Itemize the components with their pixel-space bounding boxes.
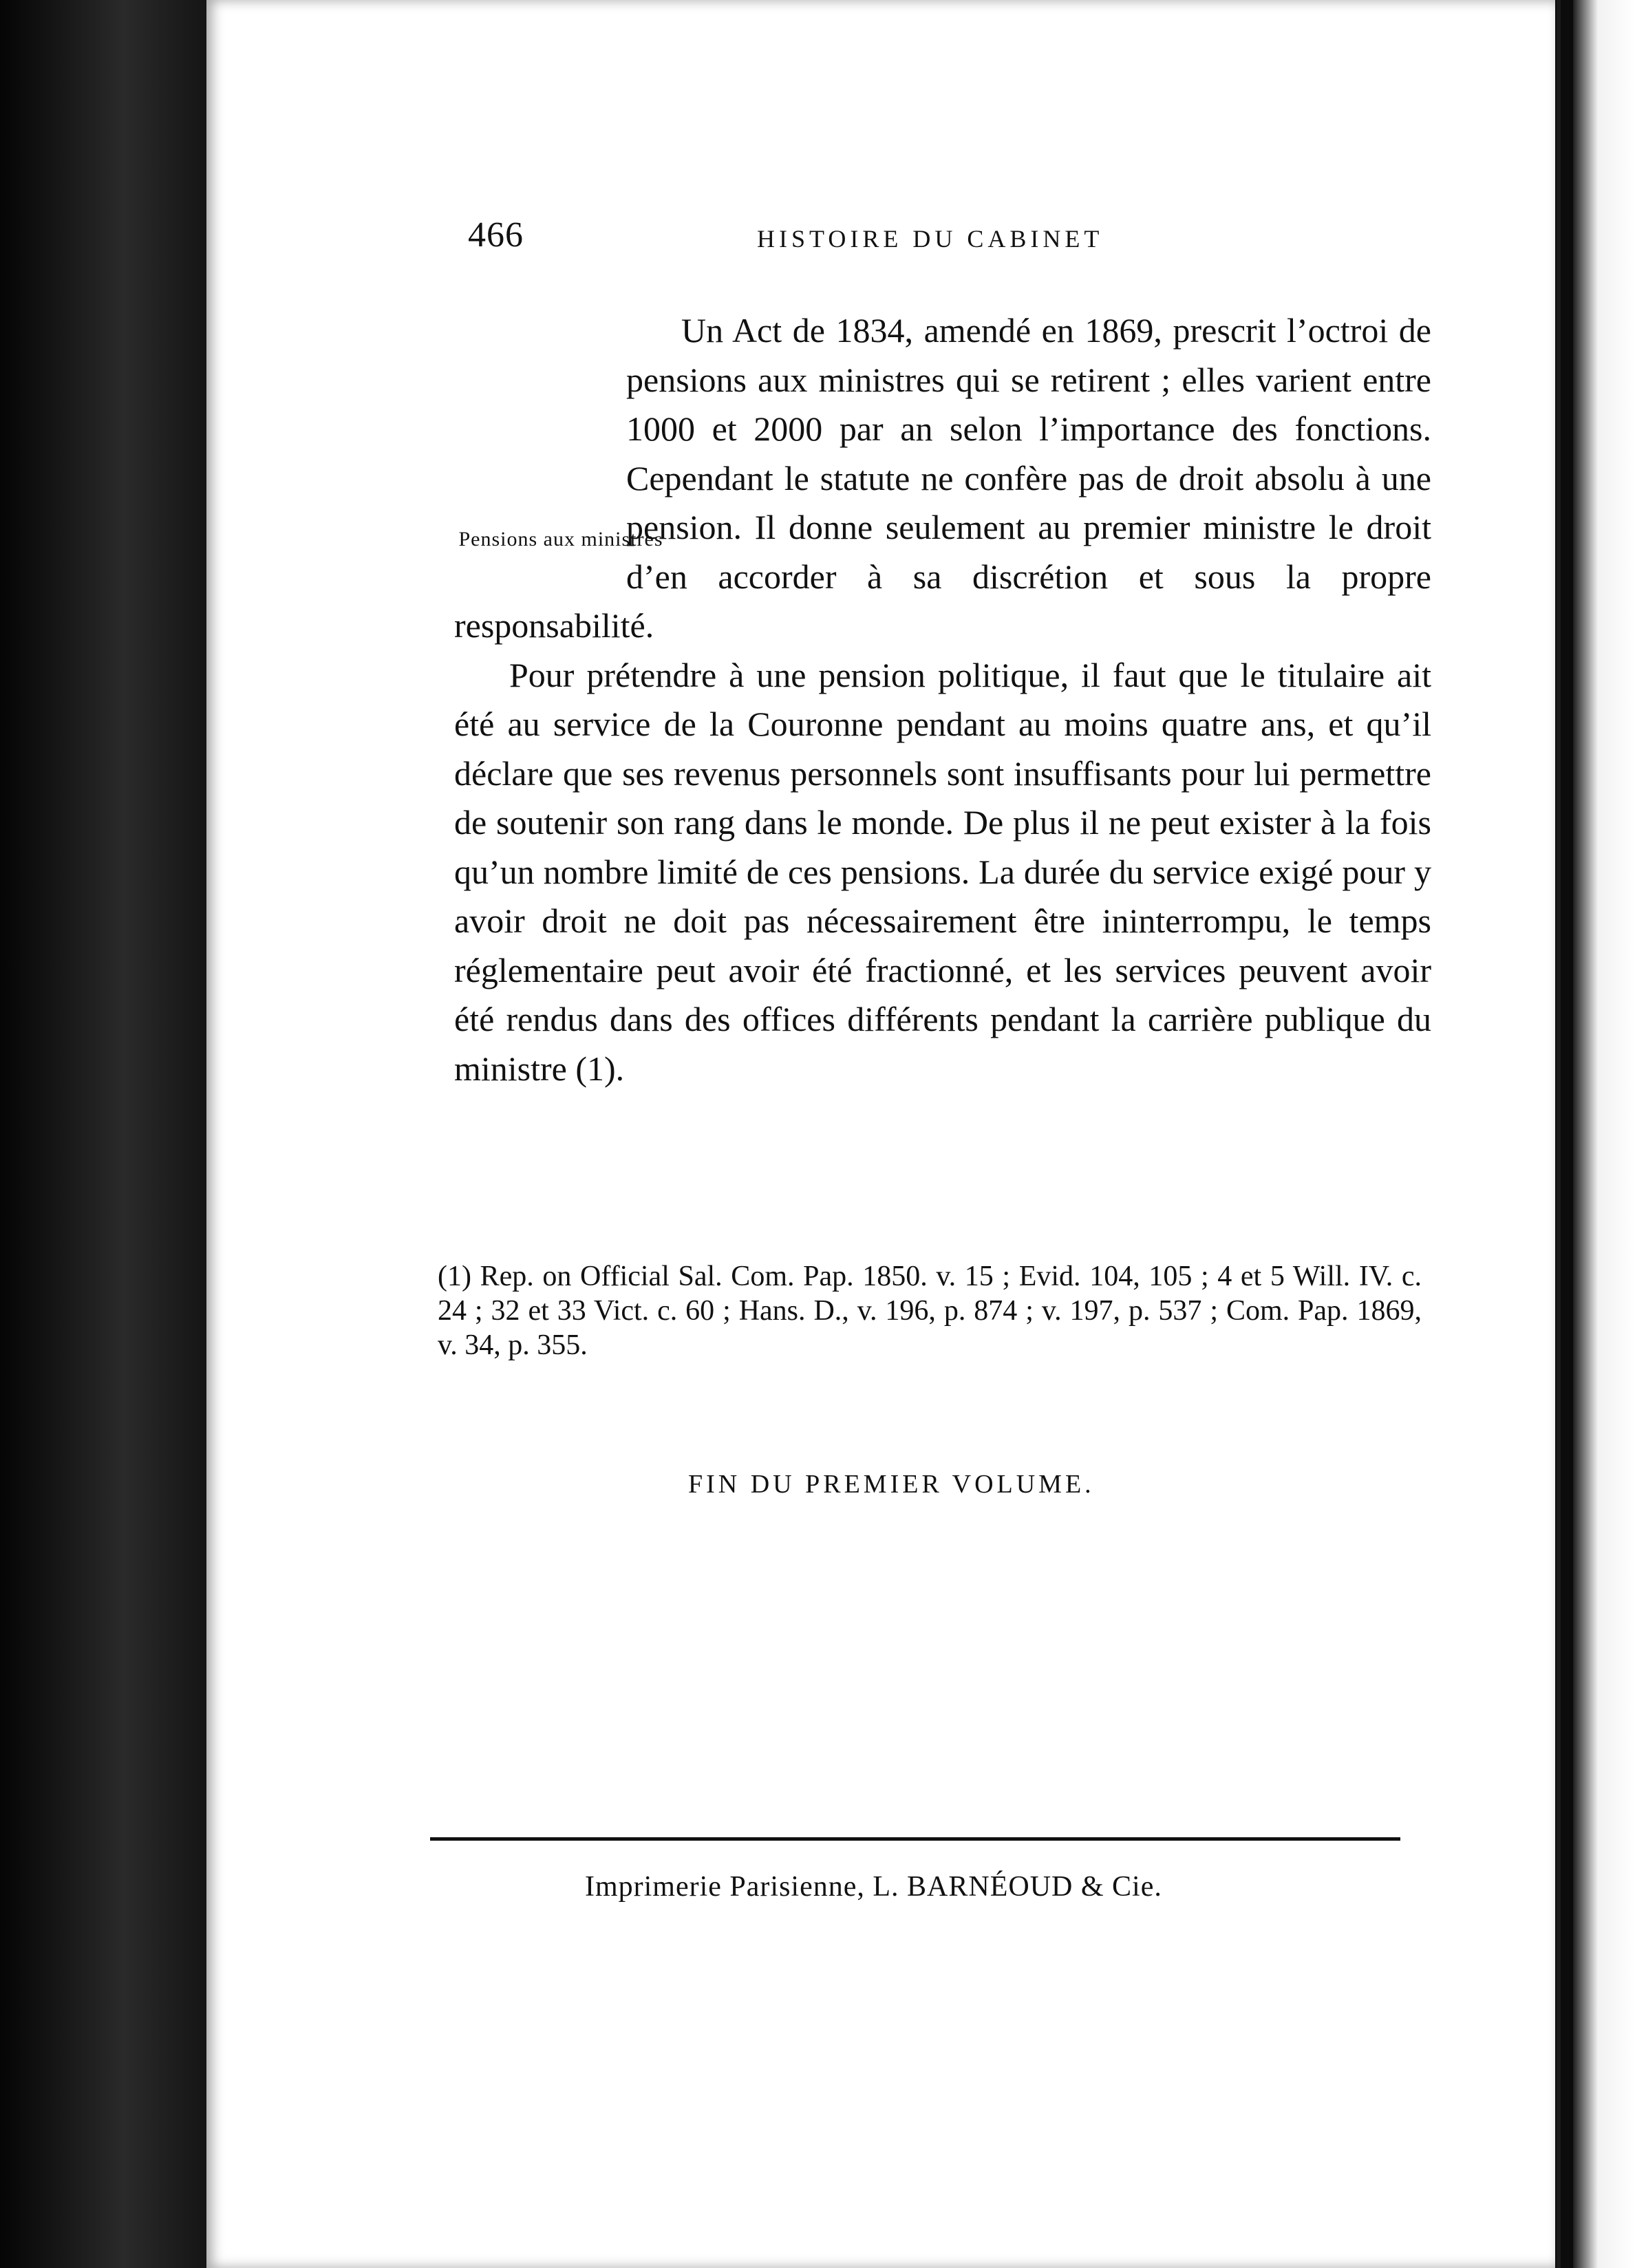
paragraph: Pour prétendre à une pension politique, il faut que le titulaire ait été au service de la Couronne pendant au moins quatre ans, et qu’il déclare que ses revenus personnels sont insuffisants pour lui permettre de soutenir son rang dans le monde. De plus il ne peut exister à la fois qu’un nombre limité de ces pensions. La durée du service exigé pour y avoir droit ne doit pas nécessairement être ininterrompu, le temps réglementaire peut avoir été fractionné, et les services peuvent avoir été rendus dans des offices différents pendant la carrière publique du ministre (1).: [454, 655, 1431, 1088]
next-page-edge: [1573, 0, 1635, 2268]
paragraph: Un Act de 1834, amendé en 1869, prescrit l’octroi de pensions aux ministres qui se retirent ; elles varient entre 1000 et 2000 par an selon l’importance des fonctions. Cependant le statute ne confère pas de droit absolu à une pension. Il donne seulement au premier ministre le droit d’en accorder à sa discrétion et sous la propre responsabilité.: [454, 306, 1431, 651]
body-text: [454, 306, 1431, 1093]
horizontal-rule: [430, 1837, 1400, 1841]
running-title: HISTOIRE DU CABINET: [757, 225, 1104, 253]
book-spine: [0, 0, 206, 2268]
printer-imprint: Imprimerie Parisienne, L. BARNÉOUD & Cie.: [585, 1871, 1162, 1903]
page-edge-line: [1557, 0, 1561, 2268]
page-number: 466: [468, 215, 524, 255]
running-head: [468, 215, 1569, 270]
footnote: (1) Rep. on Official Sal. Com. Pap. 1850. v. 15 ; Evid. 104, 105 ; 4 et 5 Will. IV. c. 24 ; 32 et 33 Vict. c. 60 ; Hans. D., v. 196, p. 874 ; v. 197, p. 537 ; Com. Pap. 1869, v. 34, p. 355.: [438, 1261, 1422, 1361]
margin-note: Pensions aux ministres: [458, 528, 663, 550]
end-of-volume: FIN DU PREMIER VOLUME.: [688, 1470, 1095, 1499]
